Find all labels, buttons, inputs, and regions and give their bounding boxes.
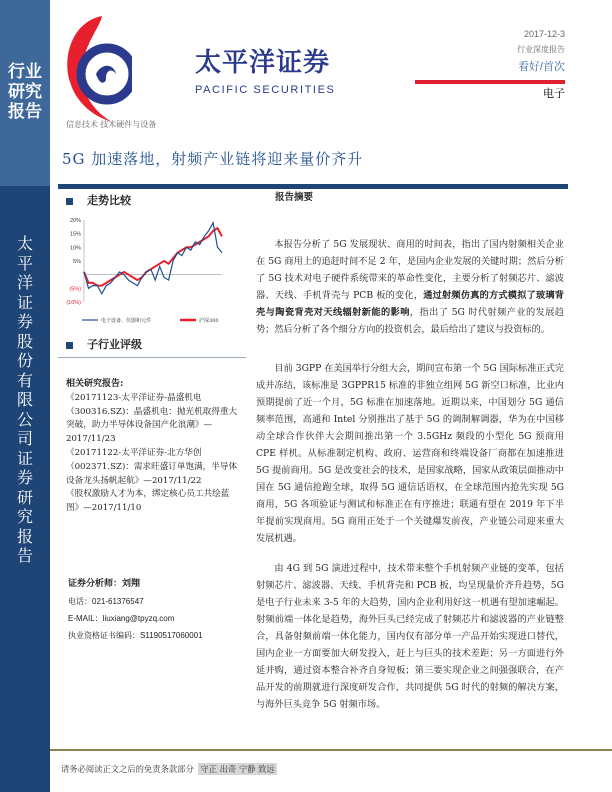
analyst-email[interactable]: E-MAIL：liuxiang@tpyzq.com bbox=[68, 614, 175, 623]
footer bbox=[59, 763, 277, 775]
summary-paragraph-2: 目前 3GPP 在美国举行分组大会，期间宣布第一个 5G 国际标准正式完成并冻结，该标准是 3GPPR15 标准的非独立组网 5G 新空口标准，比业内预期提前了近一个月，5G 标准在加速落地。近期以来，中国划分 5G 通信频率范围，高通和 Intel 分别推出了基于 5G 的调制解调器，华为在中国移动全球合作伙伴大会期间推出第一个 3.5GHz 频段的小型化 5G 预商用 CPE 样机。从标准制定机构、政府、运营商和终端设备厂商都在加速推进 5G 提前商用。5G 是改变社会的技术，是国家战略，国家从政策层面推动中国在 5G 通信抢跑全球，取得 5G 通信话语权，在全球范围内抢先实现 5G 商用，5G 各项验证与测试和标准正在有序推进；联通有望在 2019 年下半年提前实现商用。5G 商用正处于一个关键爆发前夜，产业链公司迎来重大发展机遇。 bbox=[256, 363, 564, 544]
title-divider bbox=[58, 184, 568, 189]
y-tick-label: 5% bbox=[73, 259, 81, 265]
industry-rating: 看好/首次 bbox=[517, 61, 565, 73]
sector-label: 电子 bbox=[543, 88, 565, 100]
bullet-square-icon bbox=[66, 198, 73, 205]
sidebar-section-label: 行业研究报告 bbox=[8, 62, 42, 122]
logo-text-cn: 太平洋证券 bbox=[195, 48, 331, 78]
report-date: 2017-12-3 bbox=[523, 29, 565, 39]
section-heading: 走势比较 bbox=[87, 194, 131, 207]
bold-text: 通过射频仿真的方式模拟了玻璃背壳与陶瓷背壳对天线辐射新能的影响 bbox=[256, 290, 564, 318]
legend-label: 沪深300 bbox=[199, 318, 219, 324]
related-report-item[interactable]: 《股权激励人才为本，绑定核心员工共绘蓝图》—2017/11/10 bbox=[66, 489, 230, 514]
logo-emblem-icon bbox=[62, 12, 132, 122]
section-trend bbox=[66, 194, 131, 208]
footer-divider bbox=[50, 749, 612, 751]
text: ，指出了 5G 时代射频产业的发展趋势；然后分析了各个细分方向的投资机会，最后给出了建议与投资标的。 bbox=[256, 307, 564, 335]
y-tick-label: 15% bbox=[69, 231, 81, 238]
summary-paragraph-1 bbox=[256, 236, 564, 338]
company-logo bbox=[62, 12, 336, 122]
sidebar-company-label: 太平洋证券股份有限公司证券研究报告 bbox=[16, 234, 33, 565]
header-divider bbox=[415, 80, 565, 84]
related-reports bbox=[66, 378, 241, 516]
y-tick-label: (10%) bbox=[66, 300, 81, 306]
page-title: 5G 加速落地，射频产业链将迎来量价齐升 bbox=[62, 150, 364, 168]
summary-paragraph-3: 由 4G 到 5G 演进过程中，技术带来整个手机射频产业链的变革，包括射频芯片、滤波器、天线、手机背壳和 PCB 板，均呈现量价齐升趋势，5G 是电子行业未来 3-5 年的大趋势，国内企业利用好这一机遇有望加速崛起。射频前端一体化是趋势，海外巨头已经完成了射频芯片和滤波器的产业链整合，具备射频前端一体化能力，国内仅有部分单一产品开始实现进口替代，国内企业一方面要加大研发投入，赶上与巨头的技术差距；另一方面进行外延并购，通过资本整合补齐自身短板；第三要实现企业之间强强联合，在产品开发的前期就进行深度研发合作，共同提供 5G 时代的射频的解决方案，与海外巨头竞争 5G 射频市场。 bbox=[256, 563, 564, 710]
sub-industry: 信息技术 技术硬件与设备 bbox=[66, 120, 157, 129]
analyst-heading: 证券分析师：刘翔 bbox=[68, 579, 141, 589]
series-line bbox=[84, 228, 222, 285]
disclaimer[interactable]: 请务必阅读正文之后的免责条款部分 bbox=[61, 764, 194, 774]
analyst-cert: 执业资格证书编码：S1190517060001 bbox=[68, 631, 203, 640]
logo-text-en: PACIFIC SECURITIES bbox=[195, 84, 336, 96]
summary-heading: 报告摘要 bbox=[275, 192, 314, 203]
legend-label: 电子设备、仪器和元件 bbox=[101, 318, 152, 324]
bullet-square-icon bbox=[66, 342, 73, 349]
text: 本报告分析了 5G 发展现状、商用的时间表，指出了国内射频相关企业在 5G 商用上的追赶时间不足 2 年，是国内企业发展的关键时期；然后分析了 5G 技术对电子硬件系统带来的革命性变化，主要分析了射频芯片、滤波器、天线、手机背壳与 PCB 板的变化， bbox=[256, 239, 564, 301]
y-tick-label: 10% bbox=[69, 245, 81, 252]
related-report-item[interactable]: 《20171123-太平洋证券-晶盛机电（300316.SZ)：晶盛机电：抛光机取得重大突破，助力半导体设备国产化浪潮》—2017/11/23 bbox=[66, 392, 238, 445]
section-heading: 子行业评级 bbox=[87, 338, 142, 351]
section-divider bbox=[58, 357, 246, 358]
section-sub-rating bbox=[66, 338, 142, 352]
analyst-phone: 电话：021-61376547 bbox=[68, 597, 144, 606]
analyst-info bbox=[68, 575, 203, 644]
y-tick-label: (5%) bbox=[69, 286, 81, 293]
related-report-item[interactable]: 《20171122-太平洋证券-北方华创（002371.SZ)：需求旺盛订单饱满，半导体设备龙头扬帆起航》—2017/11/22 bbox=[66, 447, 238, 486]
trend-chart bbox=[62, 212, 242, 332]
motto: 守正 出奇 宁静 致远 bbox=[200, 764, 275, 774]
y-tick-label: 20% bbox=[69, 218, 81, 224]
report-type: 行业深度报告 bbox=[517, 45, 565, 54]
related-heading: 相关研究报告: bbox=[66, 379, 124, 389]
